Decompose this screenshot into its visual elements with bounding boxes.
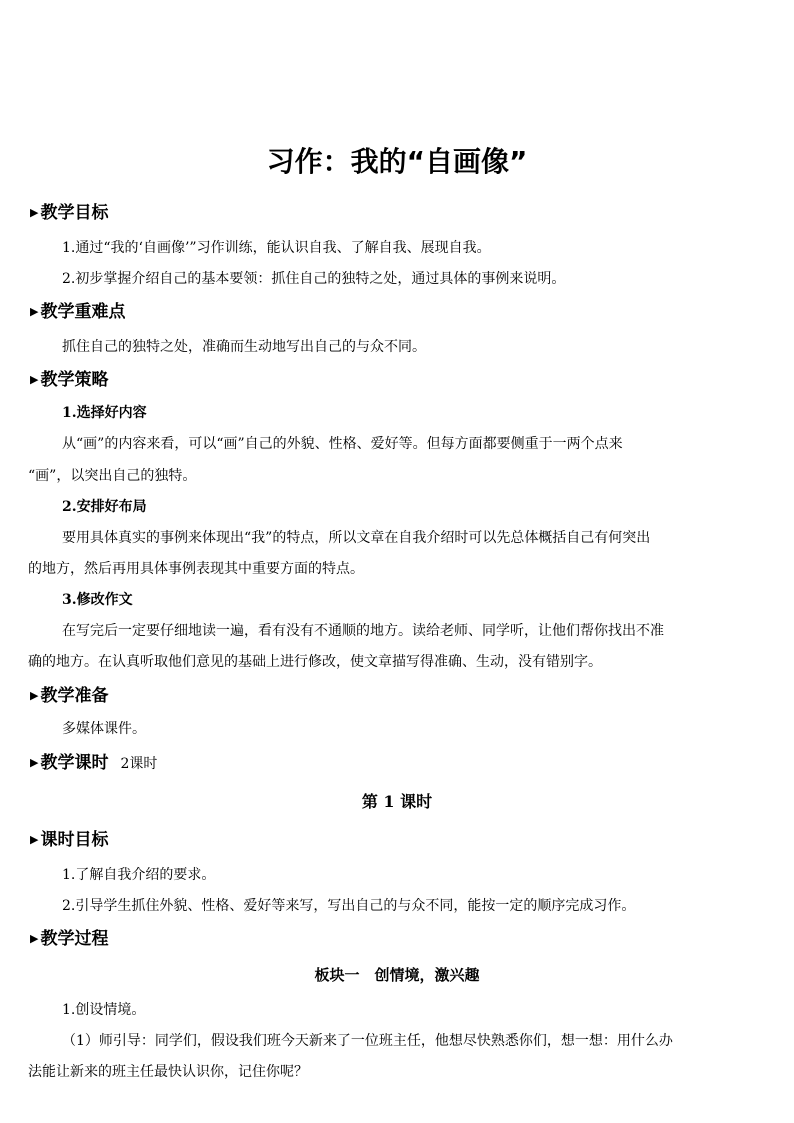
lesson-title: 第 1 课时: [361, 792, 433, 811]
section-heading-lesson-goals: [30, 827, 108, 855]
key-points-text: 抓住自己的独特之处，准确而生动地写出自己的与众不同。: [62, 339, 426, 355]
block-title: 板块一 创情境，激兴趣: [314, 966, 480, 984]
section-heading-strategy: [30, 367, 108, 395]
goal-item-2: 2.初步掌握介绍自己的基本要领：抓住自己的独特之处，通过具体的事例来说明。: [62, 271, 566, 287]
heading-label: 教学课时: [40, 753, 109, 773]
page-title: 习作：我的“自画像”: [266, 145, 528, 178]
strategy-2-line-1: 要用具体真实的事例来体现出“我”的特点，所以文章在自我介绍时可以先总体概括自己有何突出: [62, 530, 651, 546]
section-heading-process: [30, 926, 108, 954]
goal-item-1: 1.通过“我的‘自画像’”习作训练，能认识自我、了解自我、展现自我。: [62, 240, 491, 256]
strategy-subtitle-3: 3.修改作文: [62, 592, 133, 608]
triangle-bullet-icon: ▶: [30, 833, 39, 846]
triangle-bullet-icon: ▶: [30, 689, 39, 702]
strategy-1-line-2: “画”，以突出自己的独特。: [28, 468, 197, 484]
step-1: 1.创设情境。: [62, 1002, 146, 1018]
lesson-goal-item-2: 2.引导学生抓住外貌、性格、爱好等来写，写出自己的与众不同，能按一定的顺序完成习作。: [62, 898, 636, 914]
step-1-question-line-1: （1）师引导：同学们，假设我们班今天新来了一位班主任，他想尽快熟悉你们，想一想：用什么办: [62, 1033, 673, 1049]
step-1-question-line-2: 法能让新来的班主任最快认识你，记住你呢？: [28, 1064, 308, 1080]
strategy-subtitle-2: 2.安排好布局: [62, 499, 147, 515]
heading-label: 教学过程: [40, 929, 109, 949]
section-heading-key-points: [30, 299, 125, 327]
heading-label: 课时目标: [40, 830, 109, 850]
strategy-1-line-1: 从“画”的内容来看，可以“画”自己的外貌、性格、爱好等。但每方面都要侧重于一两个点来: [62, 436, 623, 452]
strategy-3-line-1: 在写完后一定要仔细地读一遍，看有没有不通顺的地方。读给老师、同学听，让他们帮你找出不准: [62, 623, 664, 639]
heading-label: 教学准备: [40, 686, 109, 706]
heading-label: 教学策略: [40, 370, 109, 390]
triangle-bullet-icon: ▶: [30, 756, 39, 769]
heading-label: 教学重难点: [40, 302, 126, 322]
strategy-3-line-2: 确的地方。在认真听取他们意见的基础上进行修改，使文章描写得准确、生动，没有错别字。: [28, 654, 602, 670]
triangle-bullet-icon: ▶: [30, 932, 39, 945]
strategy-2-line-2: 的地方，然后再用具体事例表现其中重要方面的特点。: [28, 561, 364, 577]
strategy-subtitle-1: 1.选择好内容: [62, 405, 147, 421]
triangle-bullet-icon: ▶: [30, 373, 39, 386]
hours-value: 2课时: [120, 756, 158, 772]
section-heading-goals: [30, 200, 108, 228]
triangle-bullet-icon: ▶: [30, 305, 39, 318]
heading-label: 教学目标: [40, 203, 109, 223]
triangle-bullet-icon: ▶: [30, 206, 39, 219]
prep-text: 多媒体课件。: [62, 721, 146, 737]
section-heading-hours: [30, 750, 157, 778]
lesson-goal-item-1: 1.了解自我介绍的要求。: [62, 867, 216, 883]
section-heading-prep: [30, 683, 108, 711]
